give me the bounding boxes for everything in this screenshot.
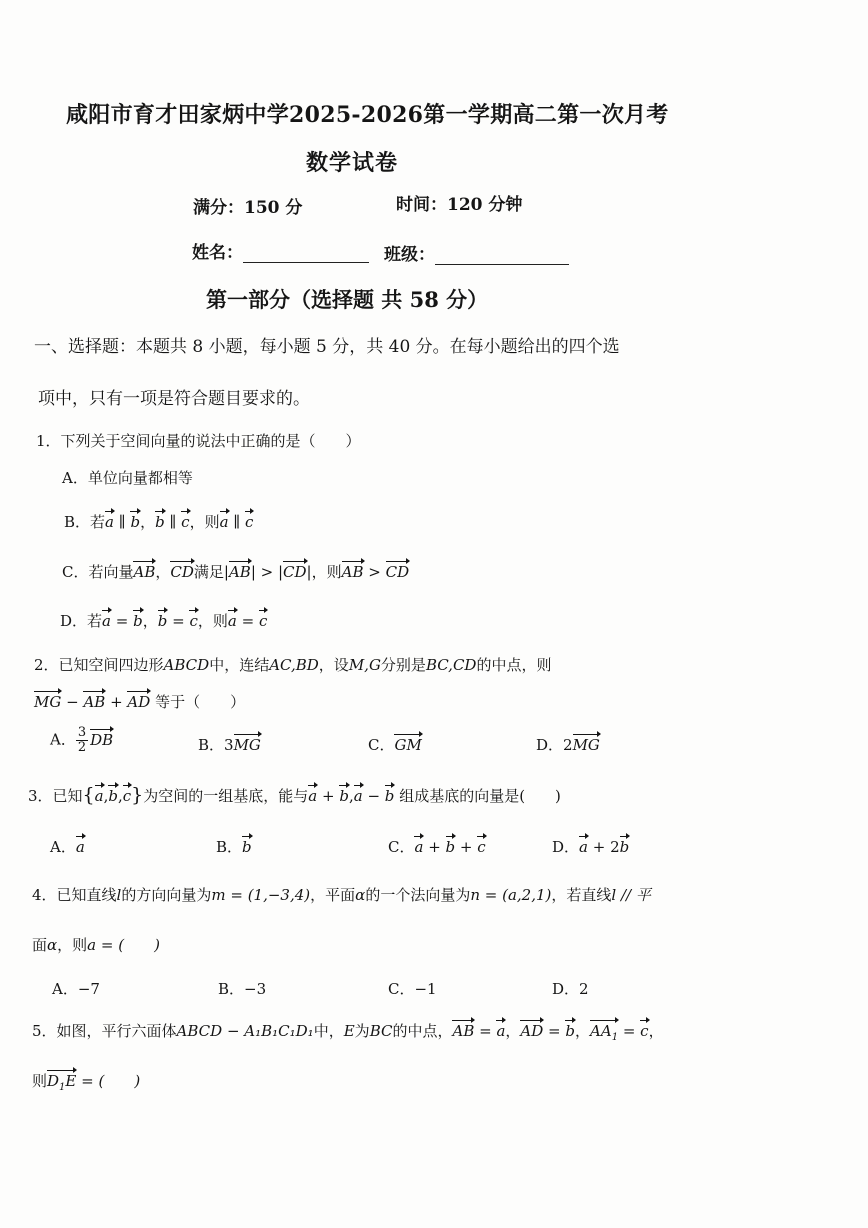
name-field (192, 238, 369, 263)
class-blank[interactable] (435, 246, 569, 265)
q5-stem: 5．如图，平行六面体ABCD − A₁B₁C₁D₁中，E为BC的中点，AB = a，AD = b，$AA_1 = c$， (32, 1022, 664, 1043)
name-label: 姓名： (192, 243, 243, 263)
q4-stem-line2: 面α，则a = ( ) (32, 936, 160, 954)
exam-subtitle: 数学试卷 (306, 150, 399, 176)
class-label: 班级： (384, 245, 435, 265)
q2-stem: 2．已知空间四边形ABCD中，连结AC,BD，设M,G分别是BC,CD的中点，则 (34, 656, 552, 674)
q3-stem: 3．已知{a,b,c}为空间的一组基底，能与a + b,a − b 组成基底的向量是( ) (28, 784, 561, 806)
exam-time: 时间：120 分钟 (396, 195, 523, 215)
q1-option-d: D．若a = b，b = c，则a = c (60, 612, 268, 630)
q2-option-b: B．3MG (198, 736, 261, 754)
exam-title: 咸阳市育才田家炳中学2025-2026第一学期高二第一次月考 (66, 102, 669, 128)
q4-stem: 4．已知直线l的方向向量为m = (1,−3,4)，平面α的一个法向量为n = (a,2,1)，若直线l // 平 (32, 886, 651, 904)
q1-stem: 1．下列关于空间向量的说法中正确的是（ ） (36, 432, 361, 450)
instruction-line1: 一、选择题：本题共 8 小题，每小题 5 分，共 40 分。在每小题给出的四个选 (34, 337, 620, 357)
name-blank[interactable] (243, 244, 369, 263)
q5-stem-line2: 则$D_1E$ = ( ) (32, 1072, 141, 1093)
q4-option-b: B．−3 (218, 980, 267, 998)
q3-option-d: D．a + 2b (552, 838, 630, 856)
instruction-line2: 项中，只有一项是符合题目要求的。 (38, 389, 310, 409)
q3-option-b: B．b (216, 838, 252, 856)
class-field (384, 240, 569, 265)
q2-option-a: A． $\frac{3}{2}$ DB (50, 725, 114, 755)
q4-option-c: C．−1 (388, 980, 437, 998)
q2-option-d: D．2MG (536, 736, 600, 754)
q4-option-d: D．2 (552, 980, 589, 998)
part1-heading: 第一部分（选择题 共 58 分） (206, 287, 489, 312)
q3-option-a: A．a (50, 838, 85, 856)
q2-expression: MG − AB + AD 等于（ ） (34, 693, 246, 711)
full-score: 满分：150 分 (193, 198, 303, 218)
q4-option-a: A．−7 (52, 980, 100, 998)
q3-option-c: C．a + b + c (388, 838, 486, 856)
q1-option-a: A．单位向量都相等 (62, 469, 193, 487)
q1-option-b: B．若a ∥ b，b ∥ c，则a ∥ c (64, 513, 254, 531)
q2-option-c: C．GM (368, 736, 422, 754)
q1-option-c: C．若向量AB，CD满足|AB| > |CD|，则AB > CD (62, 563, 410, 581)
